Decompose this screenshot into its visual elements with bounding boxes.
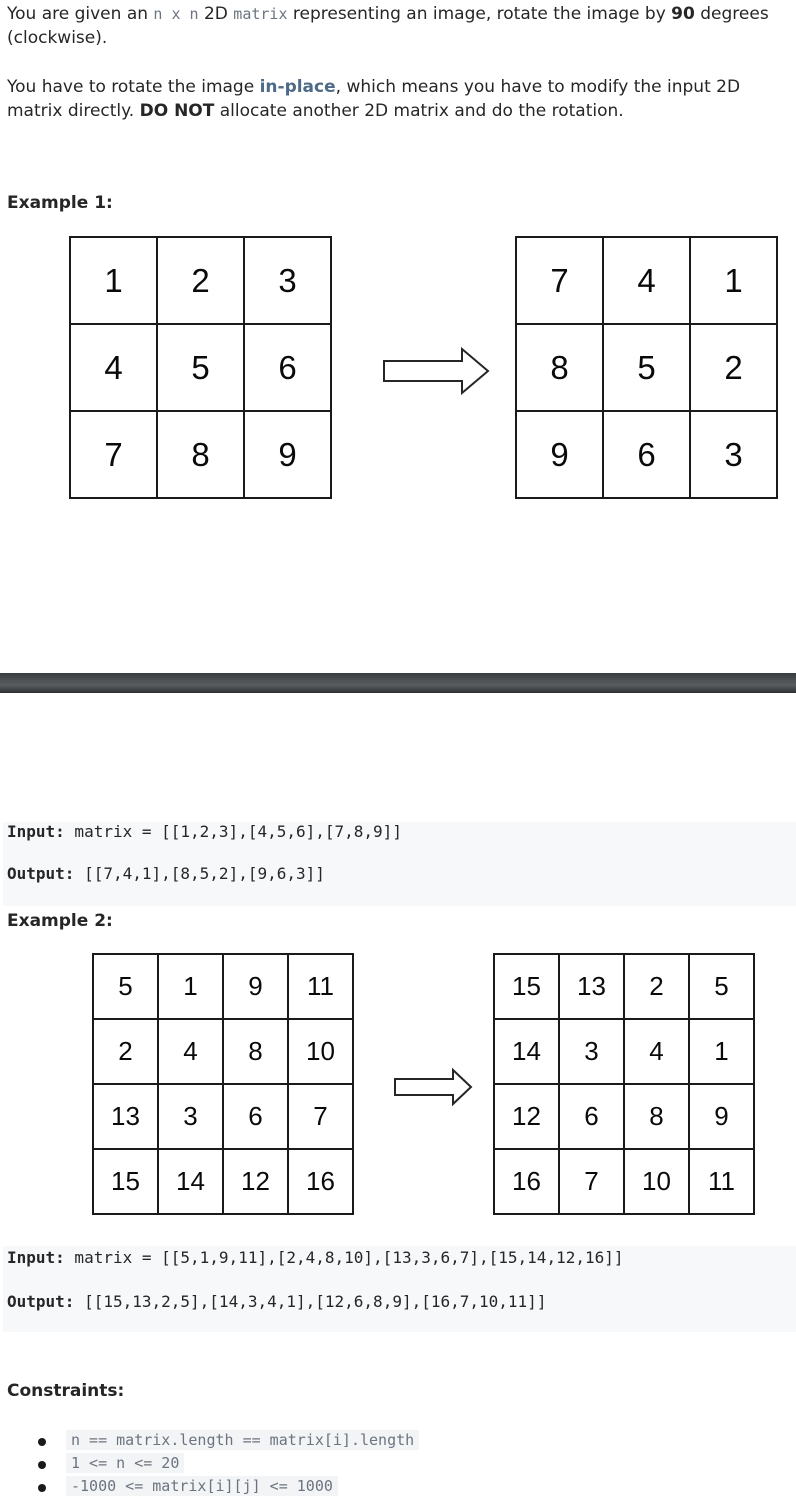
- grid-cell: 7: [70, 411, 157, 498]
- statement-text: 2D: [198, 4, 234, 24]
- grid-cell: 11: [288, 954, 353, 1019]
- grid-cell: 10: [288, 1019, 353, 1084]
- grid-cell: 6: [244, 324, 331, 411]
- grid-cell: 12: [223, 1149, 288, 1214]
- grid-cell: 2: [157, 237, 244, 324]
- grid-cell: 2: [93, 1019, 158, 1084]
- grid-cell: 4: [603, 237, 690, 324]
- bullet-icon: [38, 1461, 46, 1469]
- example-1-heading: Example 1:: [7, 193, 113, 213]
- grid-cell: 3: [244, 237, 331, 324]
- grid-cell: 5: [603, 324, 690, 411]
- grid-cell: 7: [288, 1084, 353, 1149]
- grid-cell: 15: [494, 954, 559, 1019]
- grid-cell: 8: [516, 324, 603, 411]
- grid-cell: 5: [689, 954, 754, 1019]
- grid-row: [93, 1084, 353, 1149]
- grid-cell: 6: [603, 411, 690, 498]
- grid-row: [516, 237, 777, 324]
- example-2-io-block: [3, 1246, 796, 1332]
- example-1-input-line: Input: matrix = [[1,2,3],[4,5,6],[7,8,9]]: [7, 822, 402, 841]
- grid-cell: 7: [559, 1149, 624, 1214]
- grid-cell: 3: [559, 1019, 624, 1084]
- example-1-output-line: Output: [[7,4,1],[8,5,2],[9,6,3]]: [7, 864, 325, 883]
- grid-row: [516, 324, 777, 411]
- grid-cell: 4: [158, 1019, 223, 1084]
- grid-row: [93, 954, 353, 1019]
- grid-cell: 13: [93, 1084, 158, 1149]
- grid-cell: 6: [559, 1084, 624, 1149]
- statement-text: , which means you have to modify the input 2D matrix directly.: [7, 77, 741, 121]
- grid-cell: 8: [624, 1084, 689, 1149]
- example-1-output-grid: [515, 236, 778, 499]
- example-1-io-block: [3, 822, 796, 906]
- example-2-input-grid: [92, 953, 354, 1215]
- right-arrow-icon: [382, 346, 492, 396]
- bold-text: 90: [671, 4, 695, 24]
- grid-row: [70, 324, 331, 411]
- grid-cell: 1: [158, 954, 223, 1019]
- image-divider: [0, 673, 796, 693]
- grid-cell: 11: [689, 1149, 754, 1214]
- grid-row: [93, 1019, 353, 1084]
- grid-cell: 5: [157, 324, 244, 411]
- grid-cell: 7: [516, 237, 603, 324]
- grid-cell: 1: [690, 237, 777, 324]
- inline-code: matrix: [233, 5, 288, 23]
- bullet-icon: [38, 1484, 46, 1492]
- statement-text: allocate another 2D matrix and do the rotation.: [214, 101, 624, 121]
- grid-row: [516, 411, 777, 498]
- grid-cell: 10: [624, 1149, 689, 1214]
- in-place-term: in-place: [259, 77, 336, 97]
- inline-code: n x n: [153, 5, 199, 23]
- constraints-heading: Constraints:: [7, 1381, 125, 1401]
- grid-row: [93, 1149, 353, 1214]
- example-2-heading: Example 2:: [7, 911, 113, 931]
- statement-text: degrees (clockwise).: [7, 4, 769, 48]
- grid-cell: 2: [624, 954, 689, 1019]
- grid-cell: 16: [494, 1149, 559, 1214]
- statement-text: You have to rotate the image: [7, 77, 260, 97]
- grid-row: [494, 954, 754, 1019]
- grid-cell: 9: [689, 1084, 754, 1149]
- grid-cell: 6: [223, 1084, 288, 1149]
- grid-cell: 12: [494, 1084, 559, 1149]
- grid-cell: 5: [93, 954, 158, 1019]
- grid-cell: 15: [93, 1149, 158, 1214]
- right-arrow-icon: [393, 1067, 475, 1107]
- bullet-icon: [38, 1438, 46, 1446]
- example-1-input-grid: [69, 236, 332, 499]
- example-2-input-line: Input: matrix = [[5,1,9,11],[2,4,8,10],[13,3,6,7],[15,14,12,16]]: [7, 1248, 624, 1267]
- grid-cell: 14: [494, 1019, 559, 1084]
- statement-text: representing an image, rotate the image by: [287, 4, 672, 24]
- problem-statement: [7, 2, 782, 50]
- grid-row: [70, 237, 331, 324]
- grid-cell: 1: [689, 1019, 754, 1084]
- grid-cell: 2: [690, 324, 777, 411]
- grid-cell: 9: [516, 411, 603, 498]
- grid-cell: 8: [223, 1019, 288, 1084]
- grid-row: [70, 411, 331, 498]
- grid-row: [494, 1019, 754, 1084]
- bold-text: DO NOT: [139, 101, 215, 121]
- grid-cell: 13: [559, 954, 624, 1019]
- statement-text: You are given an: [7, 4, 154, 24]
- grid-row: [494, 1149, 754, 1214]
- grid-cell: 3: [690, 411, 777, 498]
- example-2-output-line: Output: [[15,13,2,5],[14,3,4,1],[12,6,8,9],[16,7,10,11]]: [7, 1292, 547, 1311]
- grid-cell: 3: [158, 1084, 223, 1149]
- grid-row: [494, 1084, 754, 1149]
- example-2-output-grid: [493, 953, 755, 1215]
- grid-cell: 9: [223, 954, 288, 1019]
- grid-cell: 4: [624, 1019, 689, 1084]
- grid-cell: 1: [70, 237, 157, 324]
- grid-cell: 9: [244, 411, 331, 498]
- grid-cell: 4: [70, 324, 157, 411]
- grid-cell: 14: [158, 1149, 223, 1214]
- in-place-note: [7, 75, 782, 123]
- grid-cell: 16: [288, 1149, 353, 1214]
- grid-cell: 8: [157, 411, 244, 498]
